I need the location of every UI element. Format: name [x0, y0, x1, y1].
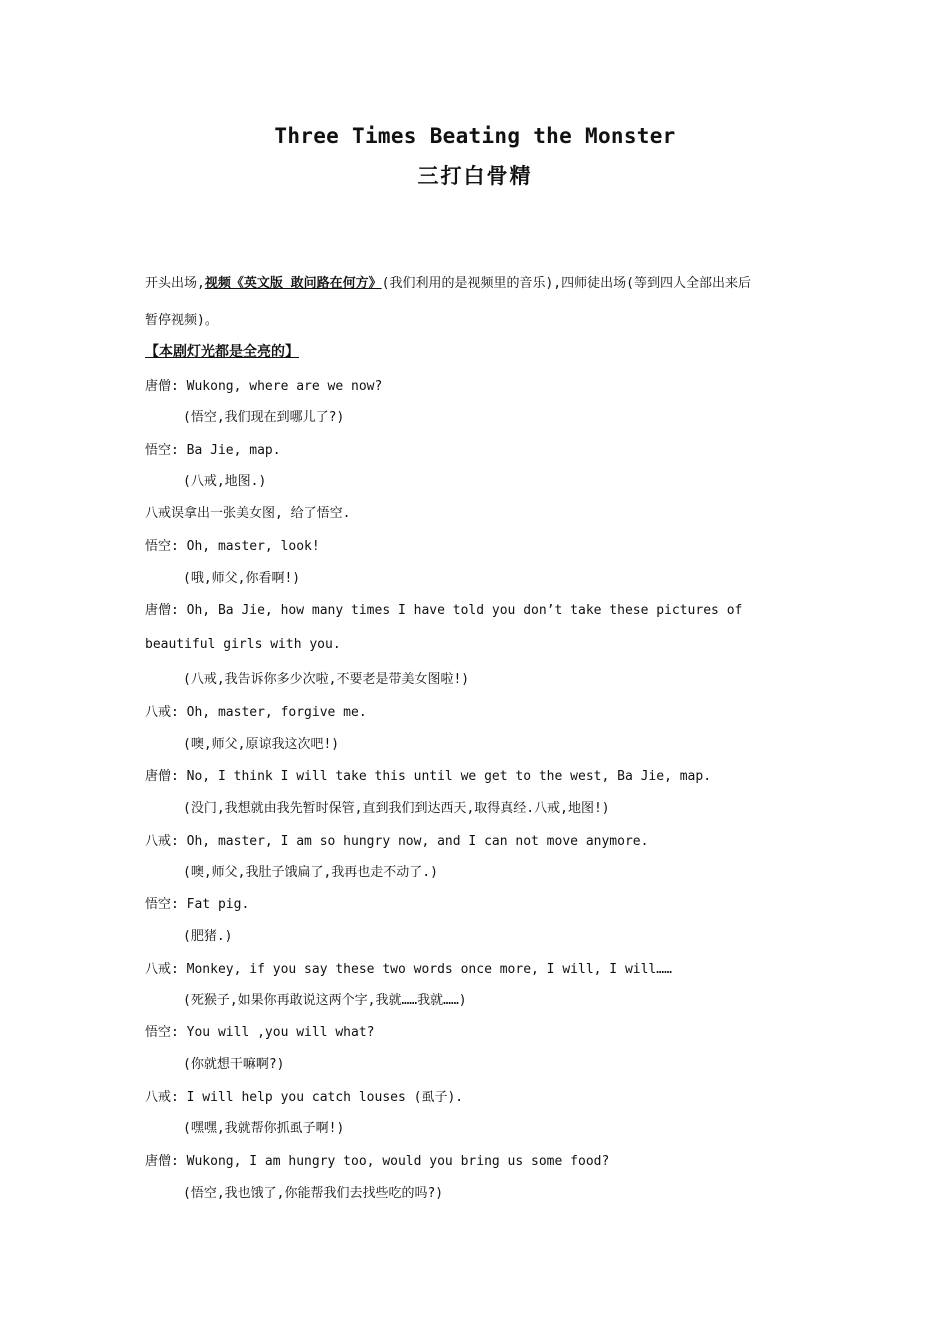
- translation-line: (没门,我想就由我先暂时保管,直到我们到达西天,取得真经.八戒,地图!): [183, 801, 610, 816]
- dialogue-line: 悟空: Fat pig.: [145, 897, 250, 912]
- dialogue-line-continued: beautiful girls with you.: [145, 637, 341, 652]
- translation-line: (八戒,我告诉你多少次啦,不要老是带美女图啦!): [183, 672, 470, 687]
- translation-line: (嘿嘿,我就帮你抓虱子啊!): [183, 1121, 345, 1136]
- intro-line-2: 暂停视频)。: [145, 313, 218, 328]
- dialogue-line: 悟空: Ba Jie, map.: [145, 443, 281, 458]
- dialogue-line: 唐僧: Wukong, where are we now?: [145, 379, 383, 394]
- intro-line-1: [145, 272, 810, 291]
- intro-prefix: 开头出场,: [145, 276, 205, 291]
- translation-line: (八戒,地图.): [183, 474, 267, 489]
- stage-direction: 八戒误拿出一张美女图, 给了悟空.: [145, 506, 351, 521]
- dialogue-line: 八戒: I will help you catch louses (虱子).: [145, 1090, 464, 1105]
- dialogue-line: 八戒: Oh, master, forgive me.: [145, 705, 367, 720]
- title-chinese: 三打白骨精: [417, 164, 533, 188]
- intro-video-title: 视频《英文版 敢问路在何方》: [204, 276, 382, 291]
- translation-line: (哦,师父,你看啊!): [183, 571, 301, 586]
- intro-suffix: (我们利用的是视频里的音乐),四师徒出场(等到四人全部出来后: [381, 276, 751, 291]
- dialogue-line: 悟空: You will ,you will what?: [145, 1025, 375, 1040]
- translation-line: (悟空,我们现在到哪儿了?): [183, 410, 345, 425]
- translation-line: (噢,师父,原谅我这次吧!): [183, 737, 340, 752]
- dialogue-line: 八戒: Oh, master, I am so hungry now, and I can not move anymore.: [145, 834, 649, 849]
- lighting-note: 【本剧灯光都是全亮的】: [145, 344, 299, 360]
- translation-line: (肥猪.): [183, 929, 233, 944]
- dialogue-line: 唐僧: Oh, Ba Jie, how many times I have told you don’t take these pictures of: [145, 603, 743, 618]
- dialogue-line: 唐僧: Wukong, I am hungry too, would you bring us some food?: [145, 1154, 610, 1169]
- translation-line: (噢,师父,我肚子饿扁了,我再也走不动了.): [183, 865, 438, 880]
- translation-line: (你就想干嘛啊?): [183, 1057, 285, 1072]
- translation-line: (悟空,我也饿了,你能帮我们去找些吃的吗?): [183, 1186, 444, 1201]
- dialogue-line: 唐僧: No, I think I will take this until we get to the west, Ba Jie, map.: [145, 769, 712, 784]
- dialogue-line: 悟空: Oh, master, look!: [145, 539, 320, 554]
- translation-line: (死猴子,如果你再敢说这两个字,我就……我就……): [183, 993, 467, 1008]
- title-english: Three Times Beating the Monster: [274, 124, 676, 148]
- dialogue-line: 八戒: Monkey, if you say these two words once more, I will, I will……: [145, 962, 672, 977]
